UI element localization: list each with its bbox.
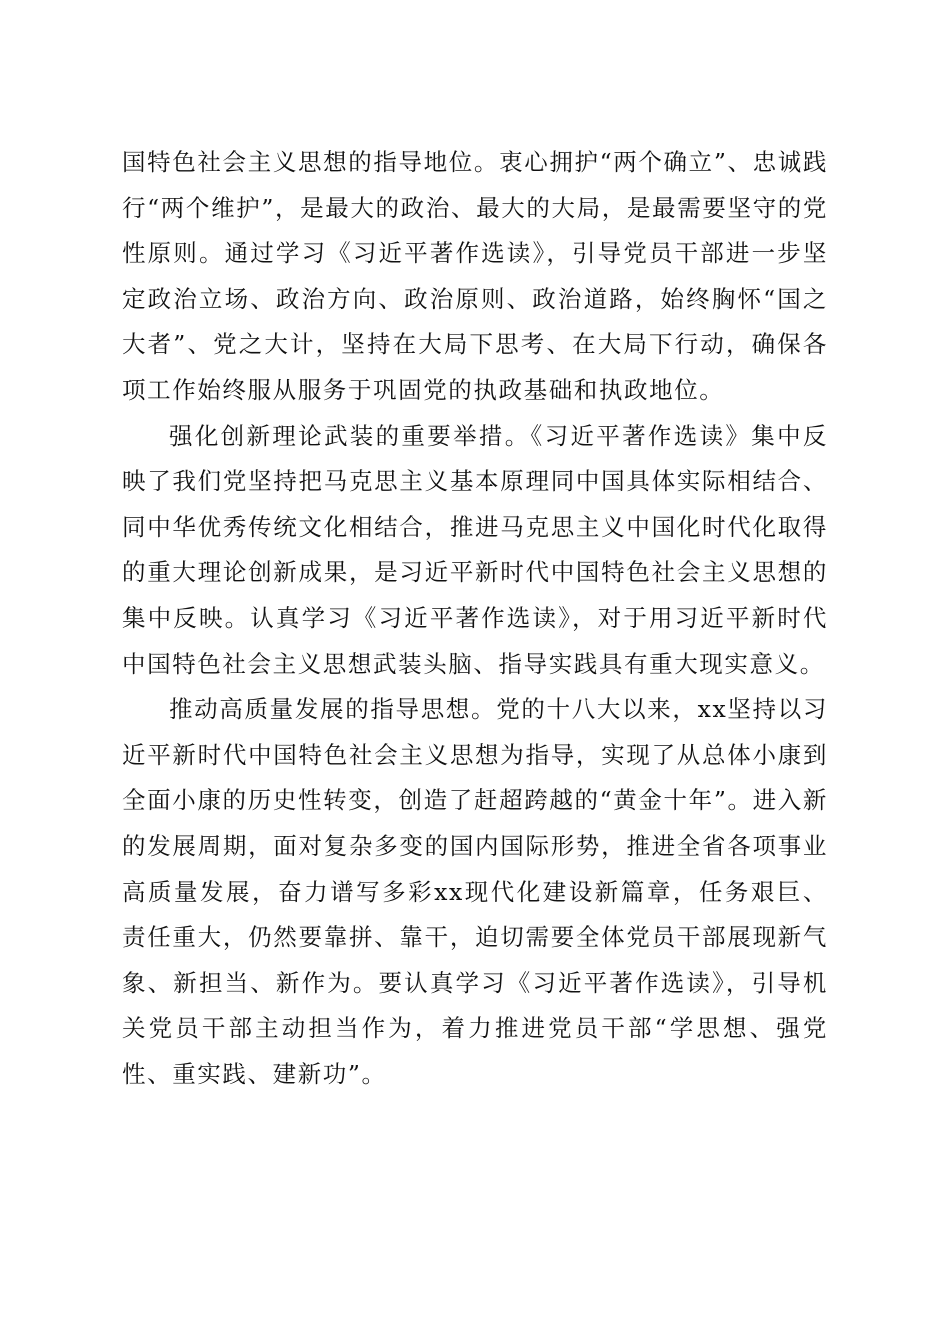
paragraph-theory-armament: 强化创新理论武装的重要举措。《习近平著作选读》集中反映了我们党坚持把马克思主义基本原理同中国具体实际相结合、同中华优秀传统文化相结合，推进马克思主义中国化时代化取得的重大理论创新成果，是习近平新时代中国特色社会主义思想的集中反映。认真学习《习近平著作选读》，对于用习近平新时代中国特色社会主义思想武装头脑、指导实践具有重大现实意义。 xyxy=(122,421,828,678)
paragraph-continuation: 国特色社会主义思想的指导地位。衷心拥护“两个确立”、忠诚践行“两个维护”，是最大的政治、最大的大局，是最需要坚守的党性原则。通过学习《习近平著作选读》，引导党员干部进一步坚定政治立场、政治方向、政治原则、政治道路，始终胸怀“国之大者”、党之大计，坚持在大局下思考、在大局下行动，确保各项工作始终服从服务于巩固党的执政基础和执政地位。 xyxy=(122,148,828,404)
document-body xyxy=(122,140,828,1097)
paragraph-high-quality-development: 推动高质量发展的指导思想。党的十八大以来，xx坚持以习近平新时代中国特色社会主义思想为指导，实现了从总体小康到全面小康的历史性转变，创造了赶超跨越的“黄金十年”。进入新的发展周期，面对复杂多变的国内国际形势，推进全省各项事业高质量发展，奋力谱写多彩xx现代化建设新篇章，任务艰巨、责任重大，仍然要靠拼、靠干，迫切需要全体党员干部展现新气象、新担当、新作为。要认真学习《习近平著作选读》，引导机关党员干部主动担当作为，着力推进党员干部“学思想、强党性、重实践、建新功”。 xyxy=(122,695,828,1088)
